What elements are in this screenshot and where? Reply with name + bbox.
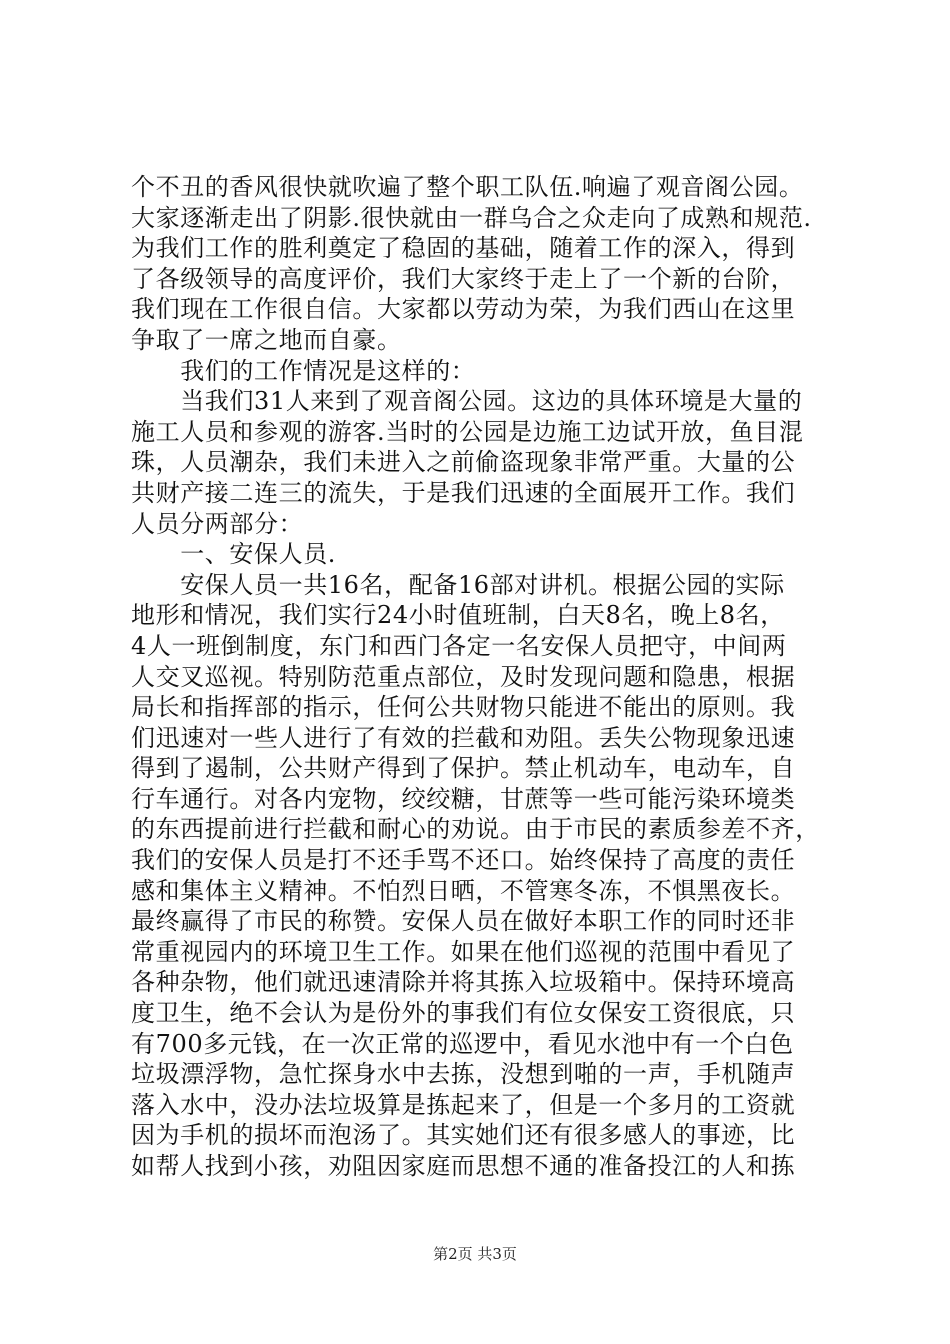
text-line: 大家逐渐走出了阴影.很快就由一群乌合之众走向了成熟和规范.	[131, 203, 812, 232]
text-line: 地形和情况，我们实行24小时值班制，白天8名，晚上8名，	[131, 601, 785, 630]
text-line: 常重视园内的环境卫生工作。如果在他们巡视的范围中看见了	[131, 937, 796, 966]
text-line: 珠，人员潮杂，我们未进入之前偷盗现象非常严重。大量的公	[131, 448, 796, 477]
text-line: 如帮人找到小孩，劝阻因家庭而思想不通的准备投江的人和拣	[131, 1152, 796, 1180]
text-line: 落入水中，没办法垃圾算是拣起来了，但是一个多月的工资就	[131, 1090, 796, 1119]
text-line: 一、安保人员.	[131, 540, 337, 569]
text-line: 们迅速对一些人进行了有效的拦截和劝阻。丢失公物现象迅速	[131, 723, 796, 752]
text-line: 施工人员和参观的游客.当时的公园是边施工边试开放，鱼目混	[131, 417, 804, 446]
text-line: 有700多元钱，在一次正常的巡逻中，看见水池中有一个白色	[131, 1029, 794, 1058]
page-footer: 第2页 共3页	[433, 1245, 517, 1263]
text-line: 局长和指挥部的指示，任何公共财物只能进不能出的原则。我	[131, 693, 796, 722]
text-line: 了各级领导的高度评价，我们大家终于走上了一个新的台阶，	[131, 264, 796, 293]
text-line: 共财产接二连三的流失，于是我们迅速的全面展开工作。我们	[131, 478, 796, 507]
text-line: 争取了一席之地而自豪。	[131, 325, 402, 354]
text-line: 行车通行。对各内宠物，绞绞糖，甘蔗等一些可能污染环境类	[131, 784, 796, 813]
text-line: 我们的工作情况是这样的：	[131, 356, 476, 385]
text-line: 的东西提前进行拦截和耐心的劝说。由于市民的素质参差不齐，	[131, 815, 820, 844]
document-body	[131, 172, 831, 1182]
text-line: 垃圾漂浮物，急忙探身水中去拣，没想到啪的一声，手机随声	[131, 1060, 796, 1089]
text-line: 当我们31人来到了观音阁公园。这边的具体环境是大量的	[131, 387, 803, 416]
text-line: 最终赢得了市民的称赞。安保人员在做好本职工作的同时还非	[131, 907, 796, 936]
text-line: 我们现在工作很自信。大家都以劳动为荣，为我们西山在这里	[131, 295, 796, 324]
text-line: 我们的安保人员是打不还手骂不还口。始终保持了高度的责任	[131, 846, 796, 875]
text-line: 度卫生，绝不会认为是份外的事我们有位女保安工资很底，只	[131, 999, 796, 1028]
text-line: 感和集体主义精神。不怕烈日晒，不管寒冬冻，不惧黑夜长。	[131, 876, 796, 905]
text-line: 人交叉巡视。特别防范重点部位，及时发现问题和隐患，根据	[131, 662, 796, 691]
text-line: 得到了遏制，公共财产得到了保护。禁止机动车，电动车，自	[131, 754, 796, 783]
text-line: 个不丑的香风很快就吹遍了整个职工队伍.响遍了观音阁公园。	[131, 173, 804, 201]
text-line: 4人一班倒制度，东门和西门各定一名安保人员把守，中间两	[131, 631, 787, 660]
text-line: 各种杂物，他们就迅速清除并将其拣入垃圾箱中。保持环境高	[131, 968, 796, 997]
text-line: 安保人员一共16名，配备16部对讲机。根据公园的实际	[131, 570, 785, 599]
text-line: 因为手机的损坏而泡汤了。其实她们还有很多感人的事迹，比	[131, 1121, 796, 1150]
text-line: 人员分两部分：	[131, 509, 304, 538]
text-line: 为我们工作的胜利奠定了稳固的基础，随着工作的深入，得到	[131, 234, 796, 263]
